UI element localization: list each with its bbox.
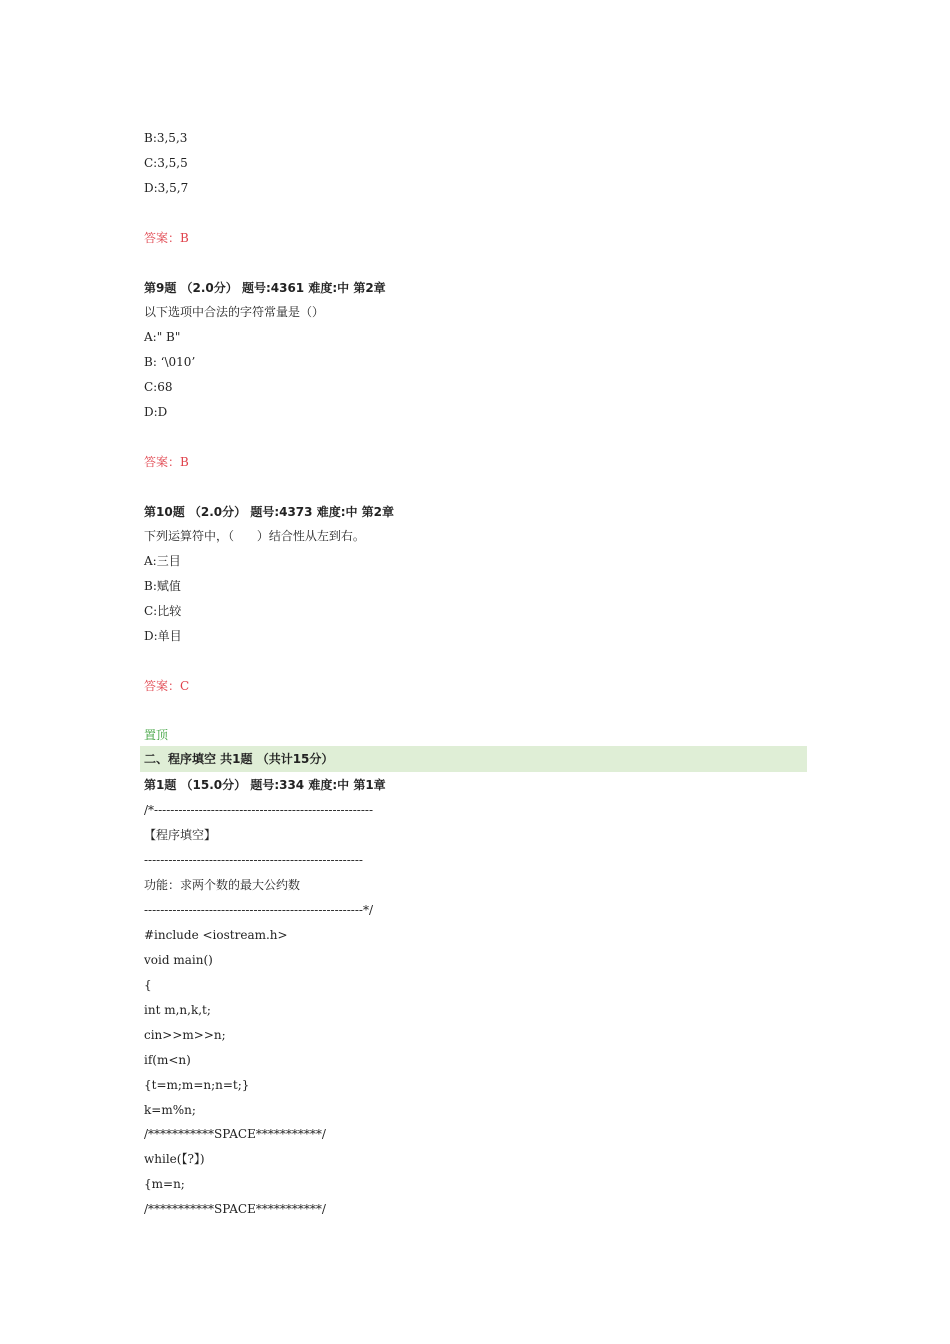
q10-option-c: C:比较 [144,604,182,618]
q10-answer: 答案：C [144,679,190,693]
q8-option-c: C:3,5,5 [144,156,188,170]
code-line: if(m<n) [144,1053,191,1067]
code-line: 【程序填空】 [144,828,217,842]
q9-option-a: A:" B" [144,330,181,344]
q8-answer: 答案：B [144,231,189,245]
q9-option-b: B: ‘\010’ [144,355,196,369]
q10-option-d: D:单目 [144,629,182,643]
q9-answer: 答案：B [144,455,189,469]
code-line: { [144,978,152,992]
code-line-blank: while(【?】) [144,1152,205,1166]
q8-option-d: D:3,5,7 [144,181,189,195]
q9-option-c: C:68 [144,380,173,394]
q10-stem: 下列运算符中，（ ）结合性从左到右。 [144,529,365,543]
code-line: void main() [144,953,213,967]
code-line: ------------------------------------------------------*/ [144,903,373,917]
code-line: /*------------------------------------------------------ [144,803,373,817]
code-line: {t=m;m=n;n=t;} [144,1078,250,1092]
code-line: {m=n; [144,1177,185,1191]
code-line: 功能：求两个数的最大公约数 [144,878,301,892]
q10-option-b: B:赋值 [144,579,181,593]
q9-stem: 以下选项中合法的字符常量是（） [144,305,325,319]
section-title: 二、程序填空 共1题 （共计15分） [144,752,334,766]
q9-header: 第9题 （2.0分） 题号:4361 难度:中 第2章 [144,281,386,295]
q9-option-d: D:D [144,405,168,419]
code-line: ------------------------------------------------------ [144,853,363,867]
code-line: k=m%n; [144,1103,196,1117]
q8-option-b: B:3,5,3 [144,131,188,145]
section-header [140,746,807,772]
code-line: int m,n,k,t; [144,1003,211,1017]
code-line: /***********SPACE***********/ [144,1127,326,1141]
q10-header: 第10题 （2.0分） 题号:4373 难度:中 第2章 [144,505,395,519]
code-line: /***********SPACE***********/ [144,1202,326,1216]
code-line: cin>>m>>n; [144,1028,226,1042]
pin-to-top-link[interactable]: 置顶 [144,728,169,742]
code-line: #include <iostream.h> [144,928,288,942]
s2-q1-header: 第1题 （15.0分） 题号:334 难度:中 第1章 [144,778,386,792]
q10-option-a: A:三目 [144,554,181,568]
